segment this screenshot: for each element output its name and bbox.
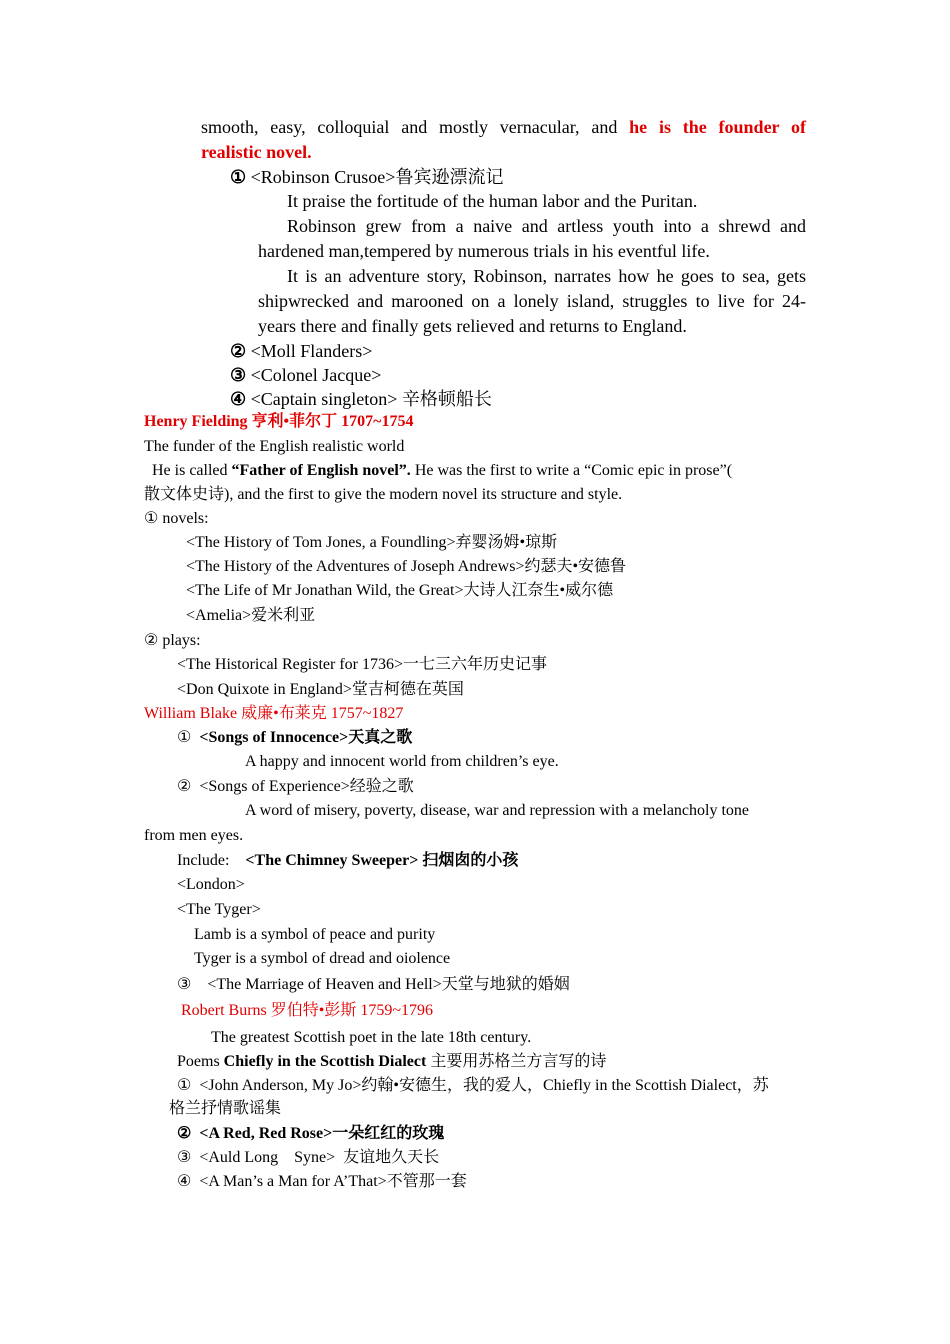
- defoe-work-2: [230, 342, 372, 360]
- blake-item-1-desc: A happy and innocent world from children’s eye.: [245, 753, 559, 770]
- blake-tyger: <The Tyger>: [177, 901, 261, 918]
- defoe-intro-text: smooth, easy, colloquial and mostly vernacular, and: [201, 117, 618, 137]
- blake-item-1-number: ①: [177, 729, 192, 746]
- blake-include-label: Include:: [177, 852, 230, 869]
- blake-tyger-symbol: Tyger is a symbol of dread and oiolence: [194, 950, 451, 967]
- fielding-father-title: “Father of English novel”.: [231, 462, 411, 479]
- burns-item-3-chinese: 友谊地久天长: [343, 1149, 440, 1166]
- burns-poems-post: 主要用苏格兰方言写的诗: [430, 1053, 607, 1070]
- blake-item-2-number: ②: [177, 778, 192, 795]
- burns-item-3: [177, 1150, 439, 1166]
- burns-item-3-number: ③: [177, 1149, 192, 1166]
- fielding-novel-1: <The History of Tom Jones, a Foundling>弃婴汤姆•琼斯: [186, 534, 558, 551]
- burns-item-2-number: ②: [177, 1125, 192, 1142]
- defoe-work-3-number: ③: [230, 365, 247, 385]
- blake-item-2-desc-line2: from men eyes.: [144, 827, 244, 844]
- blake-item-2: [177, 779, 414, 795]
- defoe-work-1-title: <Robinson Crusoe>鲁宾逊漂流记: [250, 167, 504, 187]
- burns-item-4: [177, 1174, 467, 1190]
- fielding-play-2: <Don Quixote in England>堂吉柯德在英国: [177, 681, 464, 698]
- burns-poems-pre: Poems: [177, 1053, 220, 1070]
- fielding-novels-label: ① novels:: [144, 510, 209, 527]
- robinson-desc-2-line2: hardened man,tempered by numerous trials in his eventful life.: [258, 241, 710, 261]
- burns-item-1-text: <John Anderson, My Jo>约翰•安德生，我的爱人，Chiefly in the Scottish Dialect，苏: [199, 1077, 769, 1094]
- defoe-work-1: [230, 168, 503, 186]
- robinson-desc-1: It praise the fortitude of the human labor and the Puritan.: [287, 191, 698, 211]
- blake-item-3: [177, 977, 570, 993]
- fielding-called-line1: [152, 463, 732, 479]
- blake-chimney-sweeper: <The Chimney Sweeper> 扫烟囱的小孩: [245, 852, 519, 869]
- fielding-heading: Henry Fielding 亨利•菲尔丁 1707~1754: [144, 413, 414, 430]
- blake-london: <London>: [177, 876, 245, 893]
- defoe-work-2-title: <Moll Flanders>: [250, 341, 373, 361]
- defoe-work-4-title: <Captain singleton> 辛格顿船长: [250, 389, 492, 409]
- defoe-intro-line1: [201, 118, 806, 136]
- burns-item-2-title: <A Red, Red Rose>一朵红红的玫瑰: [199, 1125, 445, 1142]
- blake-item-3-title: <The Marriage of Heaven and Hell>天堂与地狱的婚姻: [207, 976, 570, 993]
- defoe-work-3-title: <Colonel Jacque>: [250, 365, 382, 385]
- fielding-called-pre: He is called: [152, 462, 228, 479]
- burns-heading: Robert Burns 罗伯特•彭斯 1759~1796: [181, 1002, 434, 1019]
- robinson-desc-2-line1: Robinson grew from a naive and artless youth into a shrewd and: [287, 216, 806, 236]
- burns-item-1-number: ①: [177, 1077, 192, 1094]
- robinson-desc-3-line2: shipwrecked and marooned on a lonely island, struggles to live for 24-: [258, 291, 806, 311]
- fielding-plays-label: ② plays:: [144, 632, 201, 649]
- burns-item-4-number: ④: [177, 1173, 192, 1190]
- burns-scottish-dialect: Chiefly in the Scottish Dialect: [223, 1053, 427, 1070]
- defoe-founder-highlight: he is the founder of: [629, 117, 807, 137]
- burns-item-2: [177, 1126, 444, 1142]
- defoe-work-1-number: ①: [230, 167, 247, 187]
- robinson-desc-3-line1: It is an adventure story, Robinson, narrates how he goes to sea, gets: [287, 266, 806, 286]
- burns-greatest: The greatest Scottish poet in the late 18th century.: [211, 1029, 532, 1046]
- fielding-line1: The funder of the English realistic world: [144, 438, 405, 455]
- blake-heading: William Blake 威廉•布莱克 1757~1827: [144, 705, 404, 722]
- burns-poems: [177, 1054, 606, 1070]
- burns-item-1-line1: [177, 1078, 769, 1094]
- defoe-work-2-number: ②: [230, 341, 247, 361]
- fielding-play-1: <The Historical Register for 1736>一七三六年历史记事: [177, 656, 547, 673]
- defoe-intro-line2: realistic novel.: [201, 142, 312, 162]
- blake-include: [177, 853, 518, 869]
- blake-lamb-symbol: Lamb is a symbol of peace and purity: [194, 926, 436, 943]
- burns-item-1-line2: 格兰抒情歌谣集: [169, 1100, 282, 1117]
- robinson-desc-3-line3: years there and finally gets relieved and returns to England.: [258, 316, 687, 336]
- defoe-work-4: [230, 390, 492, 408]
- blake-item-2-title: <Songs of Experience>经验之歌: [199, 778, 414, 795]
- burns-item-3-title: <Auld Long Syne>: [199, 1149, 336, 1166]
- fielding-novel-2: <The History of the Adventures of Joseph Andrews>约瑟夫•安德鲁: [186, 558, 627, 575]
- blake-item-1: [177, 730, 412, 746]
- blake-item-2-desc-line1: A word of misery, poverty, disease, war and repression with a melancholy tone: [245, 802, 750, 819]
- defoe-work-3: [230, 366, 381, 384]
- fielding-called-line2: 散文体史诗), and the first to give the modern novel its structure and style.: [144, 486, 623, 503]
- defoe-work-4-number: ④: [230, 389, 247, 409]
- fielding-novel-4: <Amelia>爱米利亚: [186, 607, 316, 624]
- blake-item-3-number: ③: [177, 976, 192, 993]
- fielding-novel-3: <The Life of Mr Jonathan Wild, the Great>大诗人江奈生•威尔德: [186, 582, 614, 599]
- burns-item-4-title: <A Man’s a Man for A’That>不管那一套: [199, 1173, 467, 1190]
- fielding-called-post: He was the first to write a “Comic epic in prose”(: [414, 462, 733, 479]
- blake-item-1-title: <Songs of Innocence>天真之歌: [199, 729, 413, 746]
